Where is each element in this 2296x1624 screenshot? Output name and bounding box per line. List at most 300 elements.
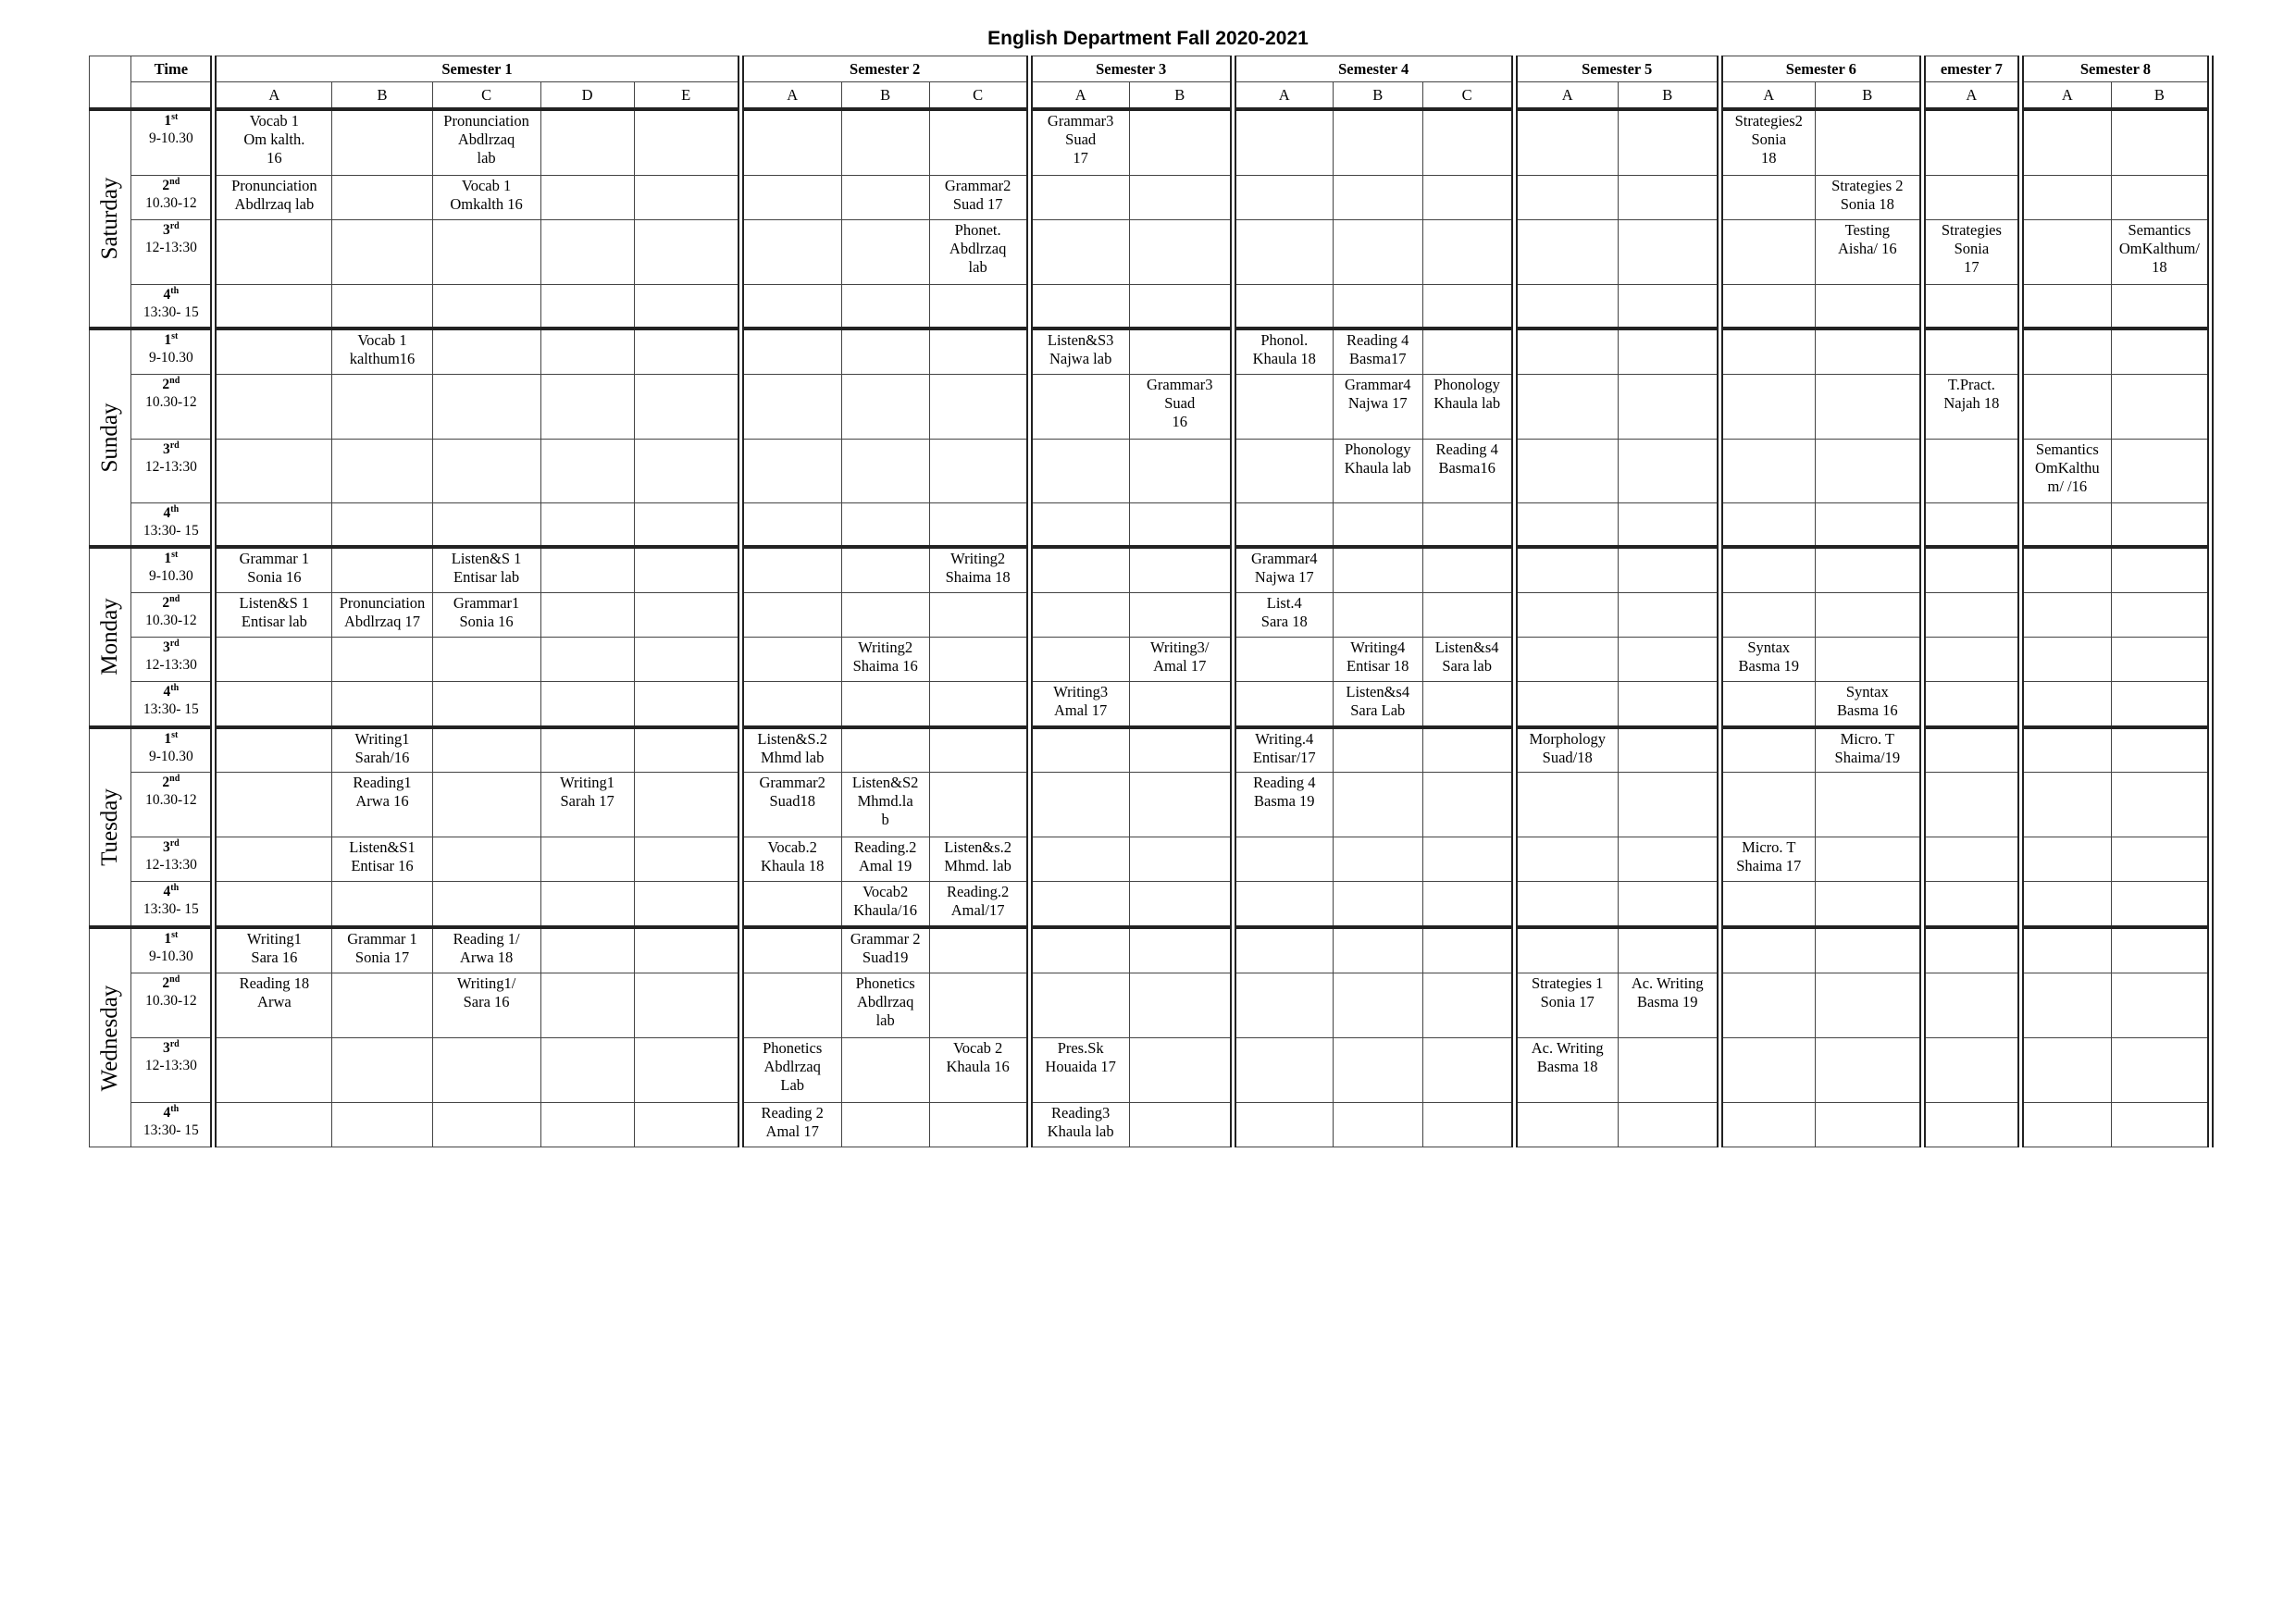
class-cell	[332, 219, 432, 284]
period-number: 2	[162, 775, 170, 791]
group-header: C	[432, 82, 540, 110]
class-cell: List.4 Sara 18	[1233, 593, 1333, 638]
period-number: 1	[164, 113, 172, 129]
class-cell: Listen&s4 Sara Lab	[1333, 681, 1422, 726]
class-cell	[740, 109, 841, 176]
period-time: 12-13:30	[144, 239, 197, 255]
class-cell	[1719, 176, 1815, 220]
class-cell	[540, 329, 634, 374]
class-cell	[332, 973, 432, 1038]
class-cell	[1129, 176, 1233, 220]
class-cell	[432, 219, 540, 284]
class-cell	[740, 973, 841, 1038]
class-cell: Grammar3 Suad 17	[1029, 109, 1129, 176]
class-cell	[1719, 503, 1815, 547]
class-cell	[1922, 973, 2020, 1038]
period-cell	[131, 681, 214, 726]
class-cell	[841, 329, 929, 374]
period-number: 3	[162, 638, 170, 655]
class-cell: Reading 2 Amal 17	[740, 1103, 841, 1147]
class-cell	[1815, 973, 1922, 1038]
class-cell	[432, 837, 540, 882]
class-cell	[1422, 927, 1514, 973]
class-cell	[1719, 882, 1815, 927]
class-cell	[1922, 882, 2020, 927]
class-cell	[841, 1038, 929, 1103]
class-cell	[540, 1038, 634, 1103]
class-cell	[1514, 547, 1618, 592]
period-cell	[131, 547, 214, 592]
group-header: B	[332, 82, 432, 110]
class-cell	[332, 284, 432, 328]
class-cell	[2111, 176, 2210, 220]
class-cell	[1922, 176, 2020, 220]
class-cell: Reading.2 Amal/17	[929, 882, 1029, 927]
class-cell: Reading 4 Basma 19	[1233, 773, 1333, 837]
class-cell	[1514, 109, 1618, 176]
class-cell	[2020, 593, 2111, 638]
period-ordinal: rd	[169, 638, 180, 649]
class-cell	[634, 637, 740, 681]
class-cell	[740, 176, 841, 220]
class-cell: Grammar 1 Sonia 16	[214, 547, 332, 592]
class-cell: Micro. T Shaima/19	[1815, 727, 1922, 773]
class-cell	[2020, 329, 2111, 374]
class-cell	[1129, 973, 1233, 1038]
class-cell	[929, 503, 1029, 547]
class-cell	[1129, 681, 1233, 726]
class-cell	[214, 503, 332, 547]
group-header: A	[1922, 82, 2020, 110]
period-ordinal: rd	[169, 220, 180, 231]
class-cell	[1815, 547, 1922, 592]
class-cell: Phonetics Abdlrzaq Lab	[740, 1038, 841, 1103]
class-cell	[634, 882, 740, 927]
class-cell: Phonology Khaula lab	[1333, 439, 1422, 503]
class-cell: Pres.Sk Houaida 17	[1029, 1038, 1129, 1103]
period-cell	[131, 927, 214, 973]
class-cell	[1233, 927, 1333, 973]
class-cell	[1922, 284, 2020, 328]
class-cell	[1618, 329, 1719, 374]
class-cell	[929, 681, 1029, 726]
class-cell: Vocab 1 Om kalth. 16	[214, 109, 332, 176]
class-cell	[1618, 773, 1719, 837]
period-time: 12-13:30	[144, 1058, 197, 1074]
class-cell: Semantics OmKalthu m/ /16	[2020, 439, 2111, 503]
group-header: B	[1815, 82, 1922, 110]
class-cell	[1333, 503, 1422, 547]
class-cell	[2020, 284, 2111, 328]
class-cell	[1333, 727, 1422, 773]
semester-1-header: Semester 1	[214, 56, 740, 82]
class-cell	[1514, 219, 1618, 284]
class-cell	[2111, 973, 2210, 1038]
class-cell	[1333, 1038, 1422, 1103]
period-number: 3	[162, 221, 170, 238]
period-row	[90, 176, 2211, 220]
class-cell	[1422, 329, 1514, 374]
class-cell	[1129, 727, 1233, 773]
class-cell	[2111, 329, 2210, 374]
period-row	[90, 727, 2211, 773]
class-cell: Vocab 2 Khaula 16	[929, 1038, 1029, 1103]
class-cell	[929, 593, 1029, 638]
class-cell	[540, 727, 634, 773]
period-row	[90, 773, 2211, 837]
class-cell	[1333, 547, 1422, 592]
class-cell	[1333, 176, 1422, 220]
class-cell	[540, 439, 634, 503]
class-cell	[841, 593, 929, 638]
class-cell	[1129, 439, 1233, 503]
class-cell	[1129, 109, 1233, 176]
period-cell	[131, 374, 214, 439]
time-header: Time	[131, 56, 214, 82]
class-cell	[634, 374, 740, 439]
class-cell	[332, 374, 432, 439]
class-cell	[1422, 837, 1514, 882]
class-cell	[634, 1103, 740, 1147]
class-cell	[332, 681, 432, 726]
class-cell	[1922, 1038, 2020, 1103]
class-cell	[214, 374, 332, 439]
period-time: 9-10.30	[148, 748, 193, 764]
class-cell	[929, 284, 1029, 328]
class-cell	[540, 882, 634, 927]
period-cell	[131, 637, 214, 681]
class-cell: Reading1 Arwa 16	[332, 773, 432, 837]
class-cell: Grammar1 Sonia 16	[432, 593, 540, 638]
class-cell	[1129, 593, 1233, 638]
class-cell	[740, 374, 841, 439]
class-cell	[740, 329, 841, 374]
class-cell	[1618, 439, 1719, 503]
class-cell	[1233, 284, 1333, 328]
class-cell	[1333, 284, 1422, 328]
class-cell	[540, 219, 634, 284]
class-cell	[432, 727, 540, 773]
class-cell	[740, 219, 841, 284]
period-time: 10.30-12	[145, 792, 197, 809]
group-header: A	[1719, 82, 1815, 110]
class-cell	[432, 773, 540, 837]
class-cell	[1233, 882, 1333, 927]
class-cell	[1618, 284, 1719, 328]
timetable	[89, 56, 2214, 1147]
class-cell	[432, 284, 540, 328]
class-cell	[1422, 681, 1514, 726]
class-cell	[1719, 374, 1815, 439]
class-cell	[1129, 773, 1233, 837]
class-cell	[1029, 374, 1129, 439]
class-cell	[1719, 593, 1815, 638]
class-cell	[1514, 927, 1618, 973]
class-cell	[929, 973, 1029, 1038]
class-cell	[1029, 439, 1129, 503]
class-cell	[1129, 1103, 1233, 1147]
class-cell	[1422, 773, 1514, 837]
class-cell	[1514, 329, 1618, 374]
class-cell	[929, 439, 1029, 503]
class-cell	[929, 727, 1029, 773]
period-ordinal: nd	[169, 176, 180, 187]
class-cell: Grammar3 Suad 16	[1129, 374, 1233, 439]
period-number: 2	[162, 975, 170, 992]
class-cell	[740, 547, 841, 592]
class-cell	[2111, 547, 2210, 592]
class-cell	[1514, 176, 1618, 220]
class-cell: Listen&S1 Entisar 16	[332, 837, 432, 882]
class-cell	[1514, 1103, 1618, 1147]
class-cell	[929, 1103, 1029, 1147]
class-cell	[1029, 973, 1129, 1038]
class-cell	[1233, 503, 1333, 547]
class-cell: Reading 1/ Arwa 18	[432, 927, 540, 973]
class-cell	[214, 773, 332, 837]
class-cell	[1719, 439, 1815, 503]
semester-5-header: Semester 5	[1514, 56, 1719, 82]
class-cell	[2020, 503, 2111, 547]
class-cell	[1129, 837, 1233, 882]
period-cell	[131, 882, 214, 927]
class-cell	[1029, 637, 1129, 681]
class-cell	[1514, 284, 1618, 328]
period-cell	[131, 329, 214, 374]
class-cell	[432, 374, 540, 439]
class-cell	[1618, 109, 1719, 176]
period-cell	[131, 773, 214, 837]
class-cell	[1129, 547, 1233, 592]
class-cell	[540, 637, 634, 681]
class-cell	[1618, 637, 1719, 681]
class-cell	[634, 439, 740, 503]
class-cell	[1618, 176, 1719, 220]
class-cell	[1815, 837, 1922, 882]
class-cell: Vocab 1 Omkalth 16	[432, 176, 540, 220]
class-cell: Strategies 2 Sonia 18	[1815, 176, 1922, 220]
class-cell: Writing2 Shaima 16	[841, 637, 929, 681]
class-cell	[740, 681, 841, 726]
class-cell	[2111, 681, 2210, 726]
class-cell	[540, 593, 634, 638]
class-cell: Micro. T Shaima 17	[1719, 837, 1815, 882]
class-cell	[2020, 727, 2111, 773]
class-cell	[1029, 284, 1129, 328]
class-cell	[634, 837, 740, 882]
class-cell	[214, 882, 332, 927]
class-cell: Writing4 Entisar 18	[1333, 637, 1422, 681]
class-cell	[1422, 593, 1514, 638]
class-cell: Reading.2 Amal 19	[841, 837, 929, 882]
semester-7-header: emester 7	[1922, 56, 2020, 82]
class-cell	[1719, 1038, 1815, 1103]
class-cell	[634, 773, 740, 837]
semester-header-row	[90, 56, 2211, 82]
class-cell	[432, 439, 540, 503]
class-cell	[1922, 727, 2020, 773]
period-row	[90, 329, 2211, 374]
period-time: 10.30-12	[145, 993, 197, 1010]
class-cell	[1333, 773, 1422, 837]
class-cell	[214, 1103, 332, 1147]
class-cell	[1029, 176, 1129, 220]
period-number: 2	[162, 376, 170, 392]
period-row	[90, 1038, 2211, 1103]
period-time: 13:30- 15	[143, 304, 199, 320]
class-cell	[841, 503, 929, 547]
class-cell	[740, 593, 841, 638]
group-header: A	[1514, 82, 1618, 110]
class-cell	[634, 503, 740, 547]
semester-8-header: Semester 8	[2020, 56, 2210, 82]
time-subheader	[131, 82, 214, 110]
group-header: C	[1422, 82, 1514, 110]
class-cell	[2020, 374, 2111, 439]
period-ordinal: st	[171, 550, 179, 561]
class-cell	[1422, 727, 1514, 773]
group-header-row	[90, 82, 2211, 110]
class-cell	[540, 109, 634, 176]
class-cell	[432, 637, 540, 681]
class-cell	[214, 284, 332, 328]
period-number: 4	[163, 1105, 171, 1122]
period-number: 4	[163, 505, 171, 522]
class-cell	[432, 1038, 540, 1103]
period-time: 13:30- 15	[143, 1122, 199, 1139]
group-header: D	[540, 82, 634, 110]
class-cell: Morphology Suad/18	[1514, 727, 1618, 773]
class-cell: Listen&S 1 Entisar lab	[214, 593, 332, 638]
class-cell	[1422, 284, 1514, 328]
class-cell	[214, 637, 332, 681]
class-cell	[214, 1038, 332, 1103]
class-cell	[1129, 927, 1233, 973]
class-cell	[1719, 681, 1815, 726]
class-cell	[540, 176, 634, 220]
class-cell	[1422, 1103, 1514, 1147]
class-cell: Writing1 Sara 16	[214, 927, 332, 973]
class-cell	[2111, 284, 2210, 328]
class-cell	[841, 284, 929, 328]
class-cell	[2111, 637, 2210, 681]
class-cell	[1815, 927, 1922, 973]
class-cell: Reading 18 Arwa	[214, 973, 332, 1038]
class-cell	[332, 637, 432, 681]
class-cell	[1029, 503, 1129, 547]
period-time: 13:30- 15	[143, 523, 199, 539]
class-cell	[214, 681, 332, 726]
class-cell	[2020, 681, 2111, 726]
class-cell	[1922, 439, 2020, 503]
period-cell	[131, 973, 214, 1038]
class-cell	[1922, 837, 2020, 882]
class-cell: Writing1/ Sara 16	[432, 973, 540, 1038]
class-cell: Vocab.2 Khaula 18	[740, 837, 841, 882]
day-name: Saturday	[97, 177, 123, 260]
semester-6-header: Semester 6	[1719, 56, 1922, 82]
class-cell: Writing2 Shaima 18	[929, 547, 1029, 592]
period-row	[90, 1103, 2211, 1147]
period-number: 4	[163, 884, 171, 900]
period-ordinal: th	[170, 1103, 180, 1114]
class-cell	[1922, 1103, 2020, 1147]
period-cell	[131, 439, 214, 503]
class-cell	[1233, 109, 1333, 176]
class-cell	[1029, 547, 1129, 592]
class-cell	[1233, 439, 1333, 503]
period-time: 10.30-12	[145, 393, 197, 410]
class-cell	[1029, 773, 1129, 837]
day-label	[90, 927, 131, 1147]
period-cell	[131, 176, 214, 220]
class-cell: Syntax Basma 19	[1719, 637, 1815, 681]
class-cell	[841, 547, 929, 592]
period-row	[90, 284, 2211, 328]
class-cell	[1233, 637, 1333, 681]
class-cell	[2020, 1038, 2111, 1103]
class-cell	[1922, 773, 2020, 837]
class-cell	[1333, 837, 1422, 882]
class-cell	[1618, 219, 1719, 284]
class-cell	[841, 176, 929, 220]
class-cell	[1922, 109, 2020, 176]
class-cell	[1029, 727, 1129, 773]
day-name: Tuesday	[97, 787, 123, 866]
group-header: B	[841, 82, 929, 110]
class-cell	[1422, 973, 1514, 1038]
class-cell	[2020, 773, 2111, 837]
class-cell	[634, 219, 740, 284]
class-cell	[1815, 109, 1922, 176]
class-cell	[1618, 1103, 1719, 1147]
class-cell	[540, 284, 634, 328]
period-time: 9-10.30	[148, 349, 193, 366]
class-cell	[1815, 1038, 1922, 1103]
class-cell	[432, 1103, 540, 1147]
period-cell	[131, 727, 214, 773]
class-cell	[2020, 882, 2111, 927]
class-cell	[2111, 882, 2210, 927]
period-cell	[131, 284, 214, 328]
period-number: 3	[162, 440, 170, 457]
class-cell	[2020, 973, 2111, 1038]
class-cell	[1514, 681, 1618, 726]
day-name: Monday	[97, 598, 123, 676]
class-cell	[540, 374, 634, 439]
class-cell	[1618, 727, 1719, 773]
class-cell: T.Pract. Najah 18	[1922, 374, 2020, 439]
class-cell	[1233, 176, 1333, 220]
group-header: A	[740, 82, 841, 110]
class-cell	[1129, 503, 1233, 547]
class-cell: Phonol. Khaula 18	[1233, 329, 1333, 374]
class-cell	[2020, 927, 2111, 973]
class-cell	[929, 374, 1029, 439]
class-cell	[540, 837, 634, 882]
class-cell	[1514, 593, 1618, 638]
period-number: 1	[164, 730, 172, 747]
class-cell	[540, 681, 634, 726]
period-time: 12-13:30	[144, 458, 197, 475]
group-header: B	[1618, 82, 1719, 110]
class-cell	[1333, 1103, 1422, 1147]
class-cell	[634, 1038, 740, 1103]
semester-2-header: Semester 2	[740, 56, 1029, 82]
group-header: A	[2020, 82, 2111, 110]
class-cell	[1514, 773, 1618, 837]
period-time: 10.30-12	[145, 195, 197, 212]
